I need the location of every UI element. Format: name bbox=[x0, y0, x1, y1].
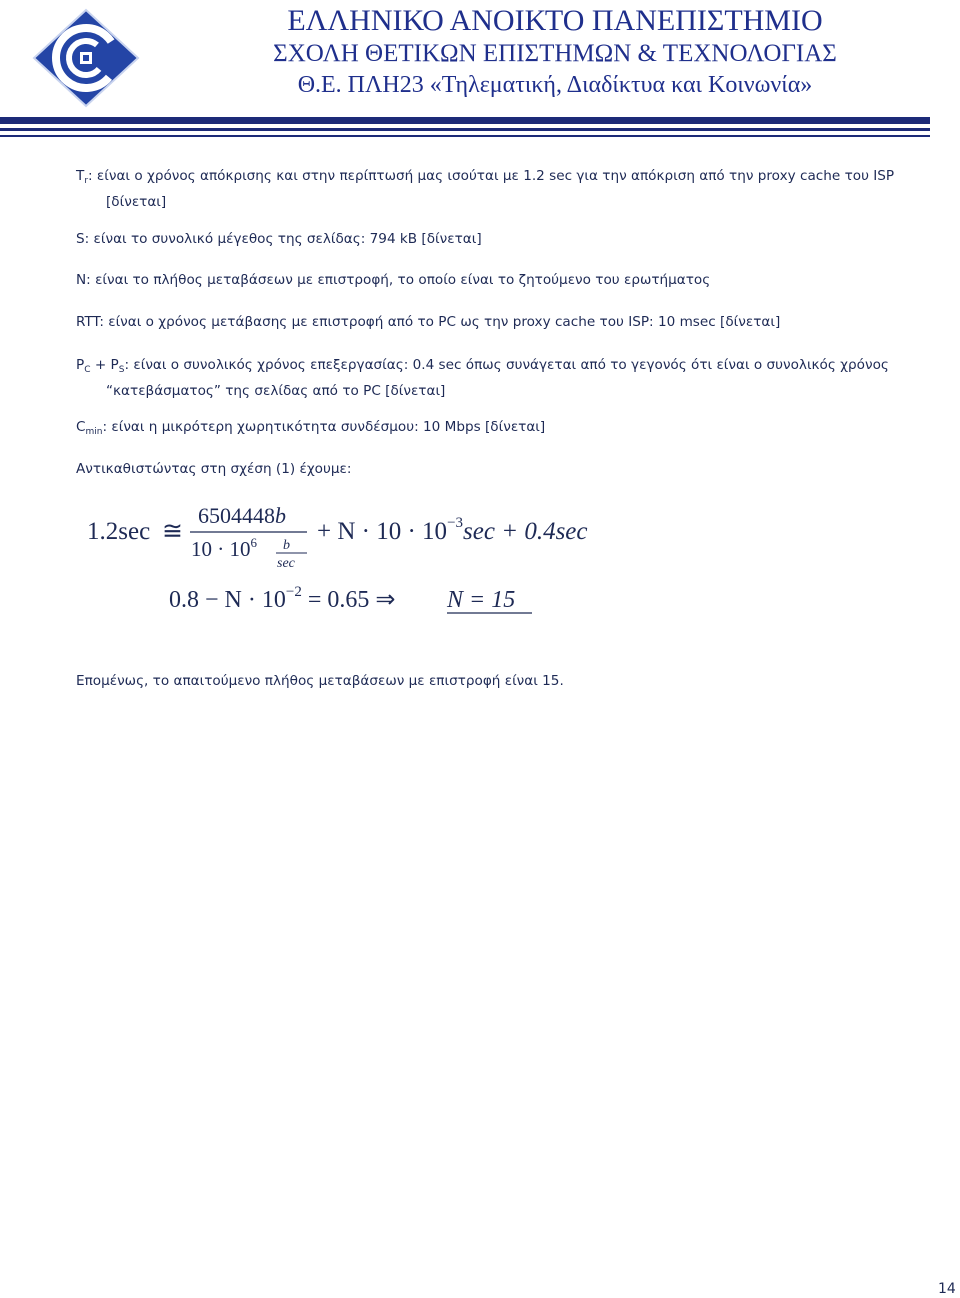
definition-pc-ps: $P_C + P_S$: είναι ο συνολικός χρόνος επεξεργασίας: 0.4 sec όπως συνάγεται από το γεγονός ότι είναι ο συνολικός χρόνος “κατεβάσματος” της σελίδας από το PC [δίνεται] bbox=[76, 357, 889, 399]
svg-text:sec: sec bbox=[277, 556, 295, 571]
school-name: ΣΧΟΛΗ ΘΕΤΙΚΩΝ ΕΠΙΣΤΗΜΩΝ & ΤΕΧΝΟΛΟΓΙΑΣ bbox=[273, 40, 837, 67]
header-rule-thick bbox=[0, 117, 930, 124]
definition-cmin: $C_{min}$: είναι η μικρότερη χωρητικότητα συνδέσμου: 10 Mbps [δίνεται] bbox=[76, 419, 546, 437]
svg-text:1.2sec: 1.2sec bbox=[87, 518, 151, 545]
svg-text:b: b bbox=[283, 538, 290, 553]
definition-s: S: είναι το συνολικό μέγεθος της σελίδας: 794 kB [δίνεται] bbox=[76, 231, 482, 247]
substitution-intro: Αντικαθιστώντας στη σχέση (1) έχουμε: bbox=[76, 461, 352, 477]
equation-line-2 bbox=[169, 584, 532, 613]
header-rule-middle bbox=[0, 128, 930, 131]
header-rule-thin bbox=[0, 135, 930, 137]
equation-block bbox=[85, 495, 645, 625]
page-number: 14 bbox=[938, 1281, 956, 1297]
equation-line-1 bbox=[87, 503, 588, 571]
definition-n: N: είναι το πλήθος μεταβάσεων με επιστροφή, το οποίο είναι το ζητούμενο του ερωτήματος bbox=[76, 272, 711, 288]
conclusion: Επομένως, το απαιτούμενο πλήθος μεταβάσεων με επιστροφή είναι 15. bbox=[76, 673, 564, 689]
svg-text:+ N · 10 · 10−3sec + 0.4sec: + $N \cdot 10 \cdot 10^{-3}\sec + 0.4\sec$ bbox=[317, 515, 588, 545]
svg-text:6504448b: 6504448b bbox=[198, 503, 286, 528]
university-logo-icon bbox=[30, 8, 142, 108]
svg-text:10 · 106: $10 \cdot 10^6$ bbox=[191, 535, 257, 561]
svg-text:N = 15: N = 15 bbox=[447, 587, 516, 613]
svg-text:0.8 − N · 10−2 = 0.65 ⇒: $0.8 - N \cdot 10^{-2} = 0.65$ ⇒ bbox=[169, 584, 396, 613]
course-title: Θ.Ε. ΠΛΗ23 «Τηλεματική, Διαδίκτυα και Κοινωνία» bbox=[297, 72, 813, 98]
definition-rtt: RTT: είναι ο χρόνος μετάβασης με επιστροφή από το PC ως την proxy cache του ISP: 10 msec [δίνεται] bbox=[76, 314, 781, 330]
definition-tr: $T_r$: είναι ο χρόνος απόκρισης και στην περίπτωσή μας ισούται με 1.2 sec για την απόκριση από την proxy cache του ISP [δίνεται] bbox=[76, 168, 895, 210]
page-header bbox=[0, 0, 960, 145]
university-name: ΕΛΛΗΝΙΚΟ ΑΝΟΙΚΤΟ ΠΑΝΕΠΙΣΤΗΜΙΟ bbox=[287, 4, 823, 37]
svg-text:≅: ≅ bbox=[162, 518, 183, 545]
